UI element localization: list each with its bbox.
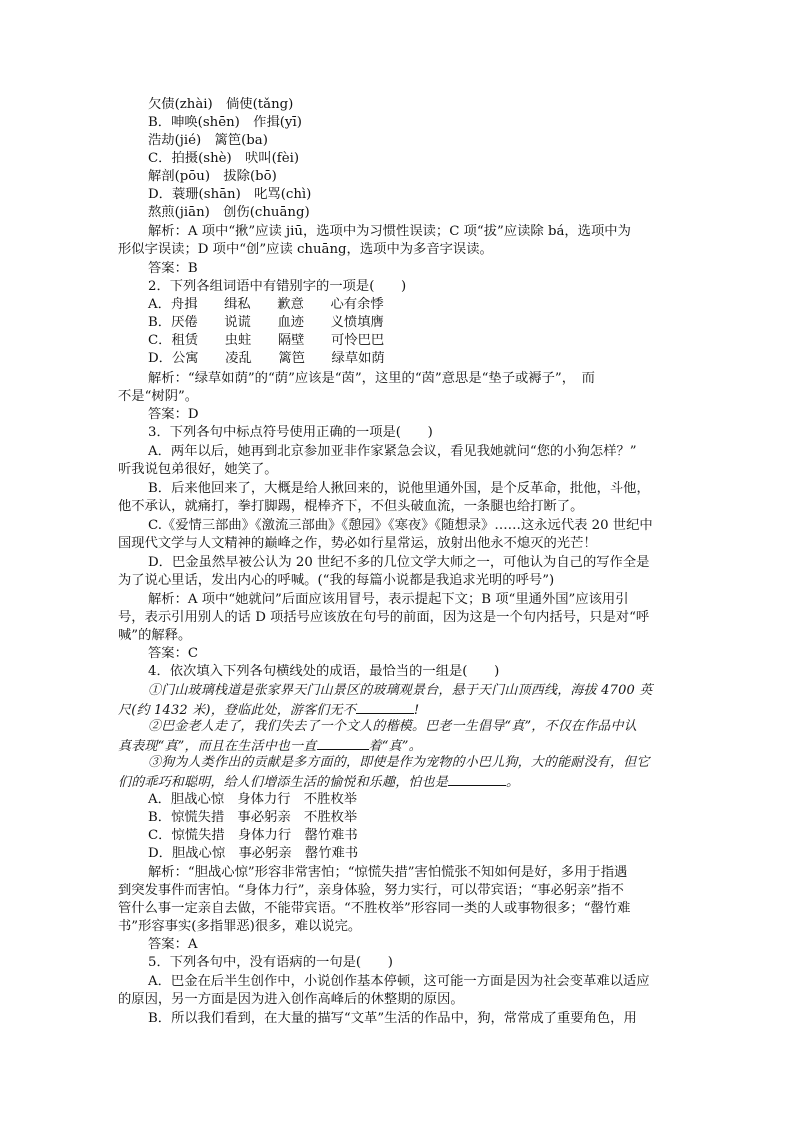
sentence-text: 尺(约 1432 米)，登临此处，游客们无不 <box>118 703 356 718</box>
option-a: A．胆战心惊 身体力行 不胜枚举 <box>148 792 358 807</box>
answer-text: 答案：B <box>148 261 198 276</box>
analysis-text: 解析：“绿草如荫”的“荫”应该是“茵”，这里的“茵”意思是“垫子或褥子”， 而 <box>148 371 595 386</box>
sentence-3-cont <box>118 772 678 792</box>
option-b: B．惊慌失措 事必躬亲 不胜枚举 <box>148 810 358 825</box>
option-d: D．蓑珊(shān) 叱骂(chì) <box>148 187 312 202</box>
analysis-text: 不是“树阴”。 <box>118 389 199 404</box>
option-a: A．舟揖 缉私 歉意 心有余悸 <box>148 297 384 312</box>
sentence-end: ! <box>413 703 420 718</box>
option-b: B．厌倦 说谎 血迹 义愤填膺 <box>148 315 384 330</box>
question-5: 5．下列各句中，没有语病的一句是( ) <box>148 955 393 970</box>
text-line: 国现代文学与人文精神的巅峰之作，势必如行星常运，放射出他永不熄灭的光芒！ <box>118 536 597 551</box>
text-line: 的原因，另一方面是因为进入创作高峰后的休整期的原因。 <box>118 992 464 1007</box>
option-c: C．租赁 虫蛀 隔壁 可怜巴巴 <box>148 333 385 348</box>
question-2: 2．下列各组词语中有错别字的一项是( ) <box>148 279 407 294</box>
text-line: 欠债(zhài) 倘使(tǎng) <box>148 97 294 112</box>
text-line: 浩劫(jié) 篱笆(ba) <box>148 133 268 148</box>
sentence-end: 。 <box>506 775 520 790</box>
answer-text: 答案：C <box>148 646 199 661</box>
sentence-3: ③狗为人类作出的贡献是多方面的，即使是作为宠物的小巴儿狗，大的能耐没有，但它 <box>148 755 650 770</box>
sentence-end: 着“真”。 <box>368 739 422 754</box>
text-line: 为了说心里话，发出内心的呼喊。(“我的每篇小说都是我追求光明的呼号”) <box>118 573 555 588</box>
question-4: 4．依次填入下列各句横线处的成语，最恰当的一组是( ) <box>148 664 500 679</box>
text-line: 解剖(pōu) 拔除(bō) <box>148 169 277 184</box>
analysis-text: 解析：A 项中“她就问”后面应该用冒号，表示提起下文；B 项“里通外国”应该用引 <box>148 592 629 607</box>
sentence-2: ②巴金老人走了，我们失去了一个文人的楷模。巴老一生倡导“真”，不仅在作品中认 <box>148 719 637 734</box>
answer-text: 答案：D <box>148 407 199 422</box>
fill-blank <box>448 772 506 786</box>
option-b: B．所以我们看到，在大量的描写“文革”生活的作品中，狗，常常成了重要角色，用 <box>148 1011 637 1026</box>
text-line: 熬煎(jiān) 创伤(chuāng) <box>148 205 310 220</box>
analysis-text: 号，表示引用别人的话 D 项括号应该放在句号的前面，因为这是一个句内括号，只是对“呼 <box>118 610 650 625</box>
option-b: B．呻唤(shēn) 作揖(yī) <box>148 115 302 130</box>
question-3: 3．下列各句中标点符号使用正确的一项是( ) <box>148 425 433 440</box>
sentence-1-cont <box>118 700 678 720</box>
option-d: D．公寓 凌乱 篱笆 绿草如荫 <box>148 351 385 366</box>
analysis-text: 形似字误读；D 项中“创”应读 chuāng，选项中为多音字误读。 <box>118 242 493 257</box>
option-c: C.《爱情三部曲》《激流三部曲》《憩园》《寒夜》《随想录》……这永远代表 20 世纪中 <box>148 518 653 533</box>
sentence-2-cont <box>118 736 678 756</box>
option-a: A．巴金在后半生创作中，小说创作基本停顿，这可能一方面是因为社会变革难以适应 <box>148 974 650 989</box>
fill-blank <box>317 736 369 750</box>
answer-text: 答案：A <box>148 937 198 952</box>
option-c: C．惊慌失措 身体力行 罄竹难书 <box>148 828 358 843</box>
option-a: A．两年以后，她再到北京参加亚非作家紧急会议，看见我她就问“您的小狗怎样？” <box>148 444 637 459</box>
analysis-text: 喊”的解释。 <box>118 628 192 643</box>
analysis-text: 书”形容事实(多指罪恶)很多，难以说完。 <box>118 919 362 934</box>
analysis-text: 到突发事件而害怕。“身体力行”，亲身体验，努力实行，可以带宾语；“事必躬亲”指不 <box>118 883 624 898</box>
analysis-text: 解析：“胆战心惊”形容非常害怕；“惊慌失措”害怕慌张不知如何是好，多用于指遇 <box>148 865 628 880</box>
analysis-text: 解析：A 项中“揪”应读 jiū，选项中为习惯性误读；C 项“拔”应读除 bá，选项中为 <box>148 224 631 239</box>
option-b: B．后来他回来了，大概是给人揪回来的，说他里通外国，是个反革命，批他，斗他， <box>148 481 650 496</box>
sentence-text: 们的乖巧和聪明，给人们增添生活的愉悦和乐趣，怕也是 <box>118 775 449 790</box>
fill-blank <box>356 700 414 714</box>
text-line: 听我说包弟很好，她笑了。 <box>118 462 278 477</box>
text-line: 他不承认，就痛打，拳打脚踢，棍棒齐下，不但头破血流，一条腿也给打断了。 <box>118 499 584 514</box>
option-c: C．拍摄(shè) 吠叫(fèi) <box>148 151 300 166</box>
sentence-text: 真表现“真”，而且在生活中也一直 <box>118 739 317 754</box>
option-d: D．巴金虽然早被公认为 20 世纪不多的几位文学大师之一，可他认为自己的写作全是 <box>148 555 650 570</box>
sentence-1: ①门山玻璃栈道是张家界天门山景区的玻璃观景台，悬于天门山顶西线，海拔 4700 英 <box>148 683 653 698</box>
analysis-text: 管什么事一定亲自去做，不能带宾语。“不胜枚举”形容同一类的人或事物很多；“罄竹难 <box>118 901 631 916</box>
option-d: D．胆战心惊 事必躬亲 罄竹难书 <box>148 846 359 861</box>
